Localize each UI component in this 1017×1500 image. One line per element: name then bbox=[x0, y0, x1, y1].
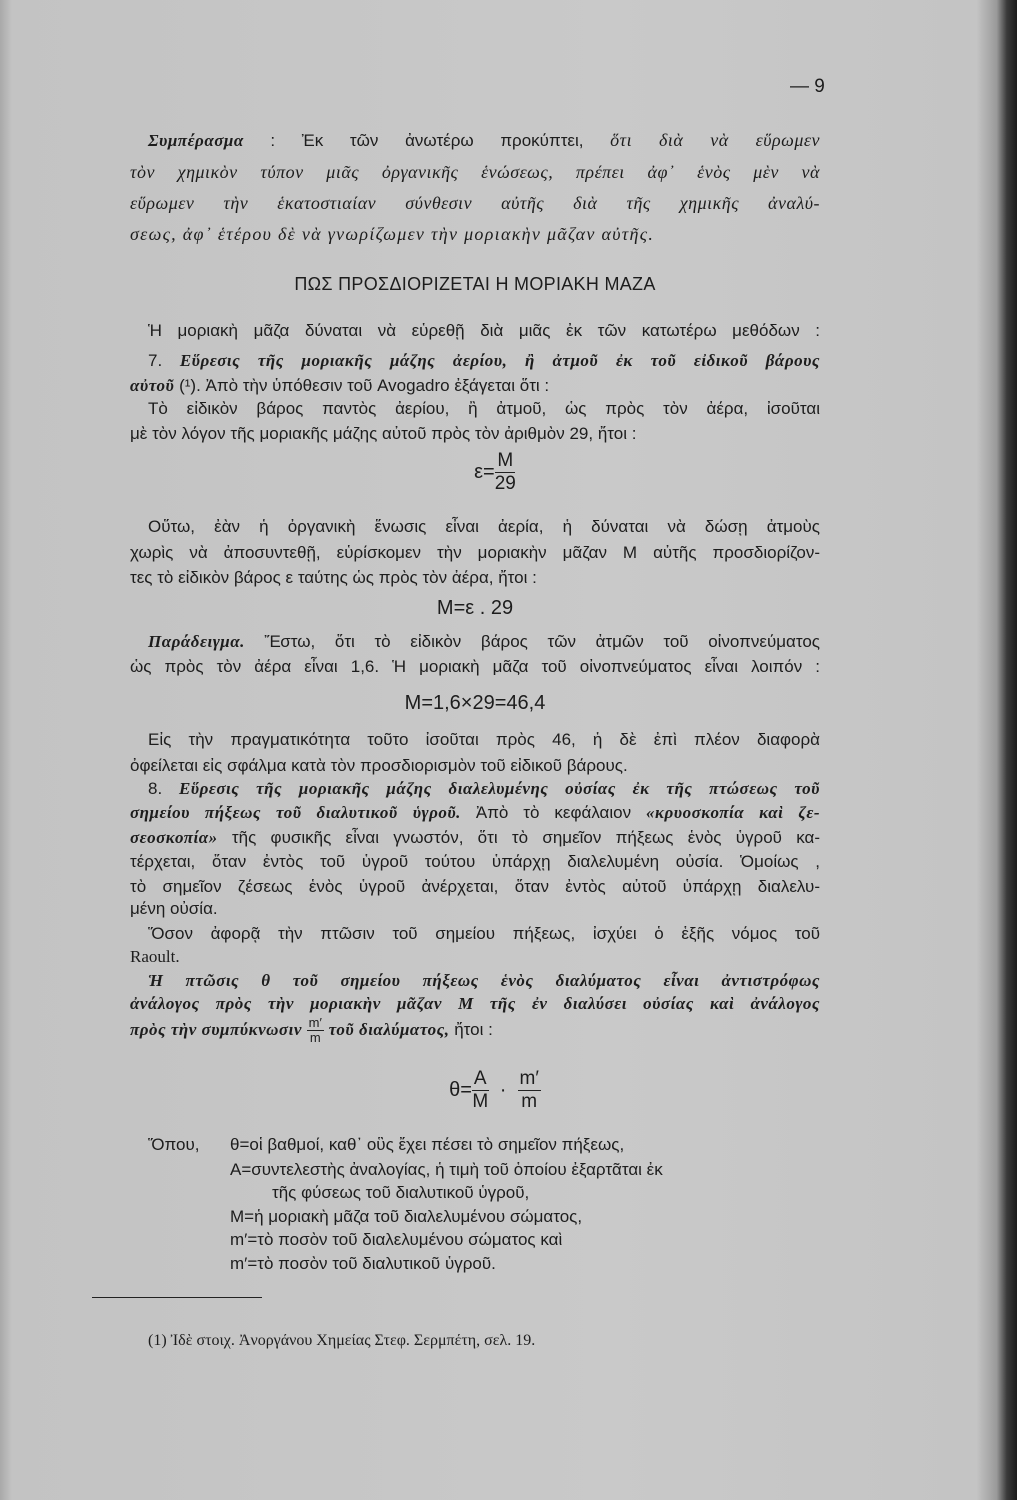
conclusion-line: τὸν χημικὸν τύπον μιᾶς ὀργανικῆς ἑνώσεως, πρέπει ἀφ᾽ ἑνὸς μὲν νὰ bbox=[130, 162, 820, 182]
fraction bbox=[518, 1068, 541, 1113]
text-line bbox=[148, 631, 820, 653]
method-8-title bbox=[148, 778, 820, 800]
text: 7. bbox=[148, 351, 163, 370]
text-line: ὀφείλεται εἰς σφάλμα κατὰ τὸν προσδιορισμὸν τοῦ εἰδικοῦ βάρους. bbox=[130, 756, 628, 775]
where-item: m′=τὸ ποσὸν τοῦ διαλυτικοῦ ὑγροῦ. bbox=[230, 1254, 496, 1273]
conclusion-line: εὕρωμεν τὴν ἑκατοστιαίαν σύνθεσιν αὐτῆς διὰ τῆς χημικῆς ἀναλύ- bbox=[130, 193, 820, 213]
text: m bbox=[309, 1030, 321, 1045]
text: M bbox=[497, 450, 514, 471]
text: (¹). Ἀπὸ τὴν ὑπόθεσιν τοῦ Avogadro ἐξάγεται ὅτι : bbox=[179, 376, 550, 395]
text: Εὕρεσις τῆς μοριακῆς μάζης ἀερίου, ἢ ἀτμοῦ ἐκ τοῦ εἰδικοῦ βάρους bbox=[179, 351, 820, 370]
formula-specific-gravity bbox=[130, 450, 840, 495]
text: Εὕρεσις τῆς μοριακῆς μάζης διαλελυμένης οὐσίας ἐκ τῆς πτώσεως τοῦ bbox=[178, 779, 820, 798]
text-line: Ἡ μοριακὴ μᾶζα δύναται νὰ εὑρεθῇ διὰ μιᾶς ἐκ τῶν κατωτέρω μεθόδων : bbox=[148, 321, 820, 340]
where-item: θ=οἱ βαθμοί, καθ᾽ οὓς ἔχει πέσει τὸ σημεῖον πήξεως, bbox=[230, 1135, 625, 1154]
text: Ἀπὸ τὸ κεφάλαιον bbox=[475, 803, 632, 822]
text: σημείου πήξεως τοῦ διαλυτικοῦ ὑγροῦ. bbox=[130, 803, 461, 822]
text-line: Ὅσον ἀφορᾷ τὴν πτῶσιν τοῦ σημείου πήξεως, ἰσχύει ὁ ἑξῆς νόμος τοῦ bbox=[148, 924, 820, 943]
text: ἤτοι : bbox=[454, 1019, 493, 1039]
formula-molar-mass: Μ=ε . 29 bbox=[436, 597, 514, 619]
conclusion-line bbox=[148, 129, 820, 152]
example-label: Παράδειγμα. bbox=[148, 632, 245, 651]
text-line: μὲ τὸν λόγον τῆς μοριακῆς μάζης αὐτοῦ πρὸς τὸν ἀριθμὸν 29, ἤτοι : bbox=[130, 424, 637, 443]
text: m′ bbox=[308, 1015, 322, 1030]
fraction bbox=[472, 1068, 489, 1113]
where-label: Ὅπου, bbox=[148, 1135, 200, 1154]
text: : Ἐκ τῶν ἀνωτέρω προκύπτει, bbox=[270, 131, 584, 150]
text: M bbox=[472, 1091, 489, 1112]
text-line: χωρὶς νὰ ἀποσυντεθῇ, εὑρίσκομεν τὴν μοριακὴν μᾶζαν Μ αὐτῆς προσδιορίζον- bbox=[130, 543, 820, 562]
text-line: Raoult. bbox=[130, 947, 180, 966]
text: m′ bbox=[519, 1068, 539, 1089]
text: m bbox=[521, 1091, 538, 1112]
text: θ= bbox=[449, 1078, 472, 1101]
text: «κρυοσκοπία καὶ ζε- bbox=[646, 803, 820, 822]
text: 29 bbox=[494, 473, 516, 494]
where-item: Μ=ἡ μοριακὴ μᾶζα τοῦ διαλελυμένου σώματος, bbox=[230, 1207, 583, 1226]
text-line: τὸ σημεῖον ζέσεως ἑνὸς ὑγροῦ ἀνέρχεται, ὅταν ἐντὸς αὐτοῦ ὑπάρχῃ διαλελυ- bbox=[130, 877, 820, 896]
raoult-law-line: ἀνάλογος πρὸς τὴν μοριακὴν μᾶζαν Μ τῆς ἐν διαλύσει οὐσίας καὶ ἀνάλογος bbox=[130, 994, 820, 1013]
formula-freezing-point bbox=[130, 1068, 840, 1113]
text-line: Εἰς τὴν πραγματικότητα τοῦτο ἰσοῦται πρὸς 46, ἡ δὲ ἐπὶ πλέον διαφορὰ bbox=[148, 730, 820, 749]
text: τῆς φυσικῆς εἶναι γνωστόν, ὅτι τὸ σημεῖον πήξεως ἑνὸς ὑγροῦ κα- bbox=[231, 828, 820, 847]
text-line bbox=[130, 375, 820, 397]
footnote-divider bbox=[92, 1297, 262, 1298]
text-line: τες τὸ εἰδικὸν βάρος ε ταύτης ὡς πρὸς τὸν ἀέρα, ἤτοι : bbox=[130, 568, 537, 587]
where-item: τῆς φύσεως τοῦ διαλυτικοῦ ὑγροῦ, bbox=[272, 1183, 530, 1202]
text-line: Τὸ εἰδικὸν βάρος παντὸς ἀερίου, ἢ ἀτμοῦ, ὡς πρὸς τὸν ἀέρα, ἰσοῦται bbox=[148, 399, 820, 418]
text: · bbox=[499, 1078, 507, 1101]
text: Ἔστω, ὅτι τὸ εἰδικὸν βάρος τῶν ἀτμῶν τοῦ οἰνοπνεύματος bbox=[264, 632, 820, 651]
text: σεοσκοπία» bbox=[130, 828, 218, 847]
formula-example: Μ=1,6×29=46,4 bbox=[404, 692, 546, 714]
text-line: μένη οὐσία. bbox=[130, 899, 218, 918]
text: 8. bbox=[148, 779, 163, 798]
conclusion-label: Συμπέρασμα bbox=[148, 131, 244, 150]
text: αὐτοῦ bbox=[130, 376, 175, 395]
raoult-law-line: Ἡ πτῶσις θ τοῦ σημείου πήξεως ἑνὸς διαλύματος εἶναι ἀντιστρόφως bbox=[148, 971, 820, 990]
text-line: τέρχεται, ὅταν ἐντὸς τοῦ ὑγροῦ τούτου ὑπάρχῃ διαλελυμένη οὐσία. Ὁμοίως , bbox=[130, 852, 820, 871]
text: τοῦ διαλύματος, bbox=[328, 1019, 450, 1039]
text: ε= bbox=[474, 460, 495, 483]
footnote: (1) Ἰδὲ στοιχ. Ἀνοργάνου Χημείας Στεφ. Σερμπέτη, σελ. 19. bbox=[148, 1332, 536, 1349]
text-line bbox=[130, 802, 820, 824]
text-line bbox=[130, 827, 820, 849]
text: ὅτι διὰ νὰ εὕρωμεν bbox=[610, 130, 820, 150]
where-item: m′=τὸ ποσὸν τοῦ διαλελυμένου σώματος καὶ bbox=[230, 1230, 563, 1249]
page-number: — 9 bbox=[790, 76, 825, 97]
text: A bbox=[473, 1068, 487, 1089]
section-heading: ΠΩΣ ΠΡΟΣΔΙΟΡΙΖΕΤΑΙ Η ΜΟΡΙΑΚΗ ΜΑΖΑ bbox=[294, 274, 656, 294]
where-item: Α=συντελεστὴς ἀναλογίας, ἡ τιμὴ τοῦ ὁποίου ἐξαρτᾶται ἐκ bbox=[230, 1160, 663, 1179]
text-line: Οὕτω, ἐὰν ἡ ὀργανικὴ ἕνωσις εἶναι ἀερία, ἡ δύναται νὰ δώσῃ ἀτμοὺς bbox=[148, 517, 820, 536]
fraction bbox=[495, 450, 516, 495]
fraction bbox=[307, 1016, 324, 1045]
text-line: ὡς πρὸς τὸν ἀέρα εἶναι 1,6. Ἡ μοριακὴ μᾶζα τοῦ οἰνοπνεύματος εἶναι λοιπόν : bbox=[130, 657, 820, 676]
method-7-title bbox=[148, 350, 820, 372]
text: πρὸς τὴν συμπύκνωσιν bbox=[130, 1019, 302, 1039]
raoult-law-line bbox=[130, 1016, 820, 1045]
conclusion-line: σεως, ἀφ᾽ ἑτέρου δὲ νὰ γνωρίζωμεν τὴν μοριακὴν μᾶζαν αὐτῆς. bbox=[130, 224, 655, 244]
